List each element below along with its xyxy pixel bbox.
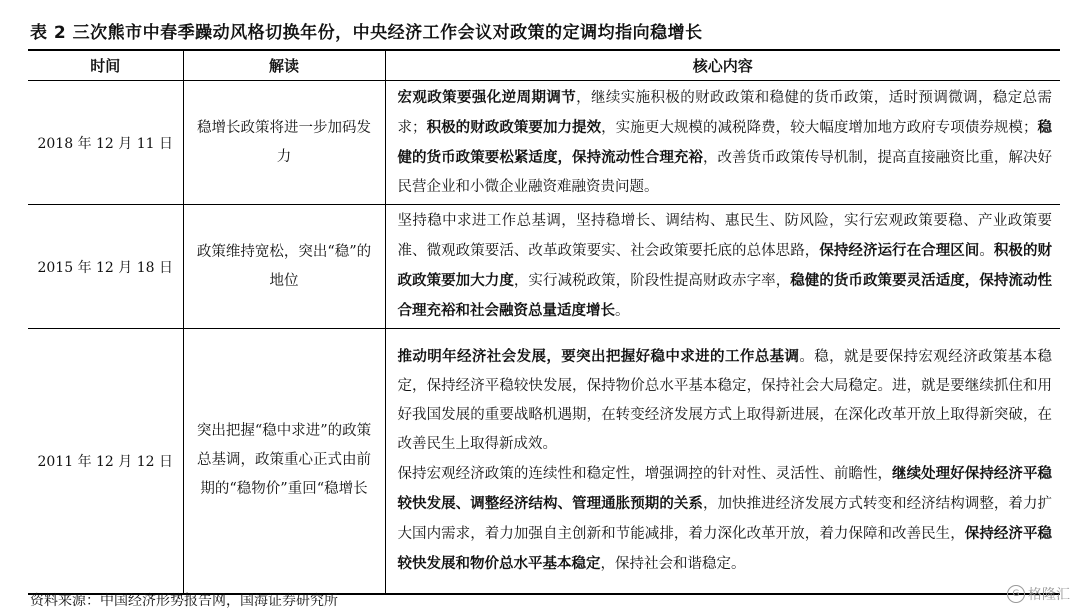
row-date: 2018 年 12 月 11 日: [28, 81, 183, 205]
core-text-bold: 稳健的货币政策要松紧适度，保持流动性合理充裕: [397, 119, 1053, 166]
core-text-bold: 推动明年经济社会发展，要突出把握好稳中求进的工作总基调: [397, 348, 800, 366]
core-text: 。稳，就是要保持宏观经济政策基本稳定，保持经济平稳较快发展，保持物价总水平基本稳定，保持社会大局稳定。进，就是要继续抓住和用好我国发展的重要战略机遇期，在转变经济发展方式上取得新进展，在深化改革开放上取得新突破，在改善民生上取得新成效。: [397, 349, 1052, 453]
header-time: 时间: [28, 50, 183, 81]
table-title: 表 2 三次熊市中春季躁动风格切换年份，中央经济工作会议对政策的定调均指向稳增长: [30, 23, 703, 43]
policy-table: [28, 49, 1060, 595]
watermark-logo-icon: G: [1007, 585, 1025, 603]
core-text: ，实行减税政策，阶段性提高财政赤字率，: [513, 273, 791, 289]
core-text-bold: 保持经济平稳较快发展和物价总水平基本稳定: [397, 525, 1053, 573]
core-paragraph: [398, 342, 1053, 459]
row-core-content: [385, 81, 1060, 205]
core-text: ，实施更大规模的减税降费，较大幅度增加地方政府专项债券规模；: [601, 120, 1038, 136]
core-text: 保持宏观经济政策的连续性和稳定性，增强调控的针对性、灵活性、前瞻性，: [397, 466, 893, 483]
core-text: ，保持社会和谐稳定。: [600, 556, 746, 573]
core-text-bold: 继续处理好保持经济平稳较快发展、调整经济结构、管理通胀预期的关系: [397, 465, 1053, 513]
core-paragraph: [398, 207, 1053, 326]
core-text: 坚持稳中求进工作总基调，坚持稳增长、调结构、惠民生、防风险，实行宏观政策要稳、产业政策要准、微观政策要活、改革政策要实、社会政策要托底的总体思路，: [397, 213, 1052, 259]
core-text-bold: 积极的财政政策要加大力度: [397, 242, 1053, 289]
row-date: 2011 年 12 月 12 日: [28, 329, 183, 594]
core-text: ，改善货币政策传导机制，提高直接融资比重，解决好民营企业和小微企业融资难融资贵问题。: [397, 150, 1052, 195]
core-text: 。: [979, 243, 994, 259]
core-text-bold: 宏观政策要强化逆周期调节: [397, 89, 577, 106]
core-paragraph: [398, 459, 1053, 579]
row-interpretation: 稳增长政策将进一步加码发力: [183, 81, 385, 205]
row-core-content: [385, 205, 1060, 329]
core-text-bold: 积极的财政政策要加力提效: [426, 119, 602, 136]
row-interpretation: 突出把握“稳中求进”的政策总基调，政策重心正式由前期的“稳物价”重回“稳增长: [183, 329, 385, 594]
row-core-content: [385, 329, 1060, 594]
row-interpretation: 政策维持宽松，突出“稳”的地位: [183, 205, 385, 329]
table-header-row: [28, 50, 1060, 81]
header-core-content: 核心内容: [385, 50, 1060, 81]
core-text-bold: 稳健的货币政策要灵活适度，保持流动性合理充裕和社会融资总量适度增长: [397, 272, 1053, 319]
watermark-text: 格隆汇: [1028, 587, 1070, 603]
table-row: [28, 329, 1060, 594]
table-row: [28, 81, 1060, 205]
watermark: [1007, 584, 1070, 604]
core-text: 。: [615, 303, 630, 319]
row-date: 2015 年 12 月 18 日: [28, 205, 183, 329]
table-row: [28, 205, 1060, 329]
source-note: 资料来源：中国经济形势报告网，国海证券研究所: [30, 593, 338, 609]
core-text-bold: 保持经济运行在合理区间: [819, 242, 980, 259]
header-interpretation: 解读: [183, 50, 385, 81]
core-text: ，继续实施积极的财政政策和稳健的货币政策，适时预调微调，稳定总需求；: [397, 90, 1053, 136]
core-paragraph: [398, 83, 1053, 202]
core-text: ，加快推进经济发展方式转变和经济结构调整，着力扩大国内需求，着力加强自主创新和节能减排，着力深化改革开放，着力保障和改善民生，: [397, 496, 1052, 543]
